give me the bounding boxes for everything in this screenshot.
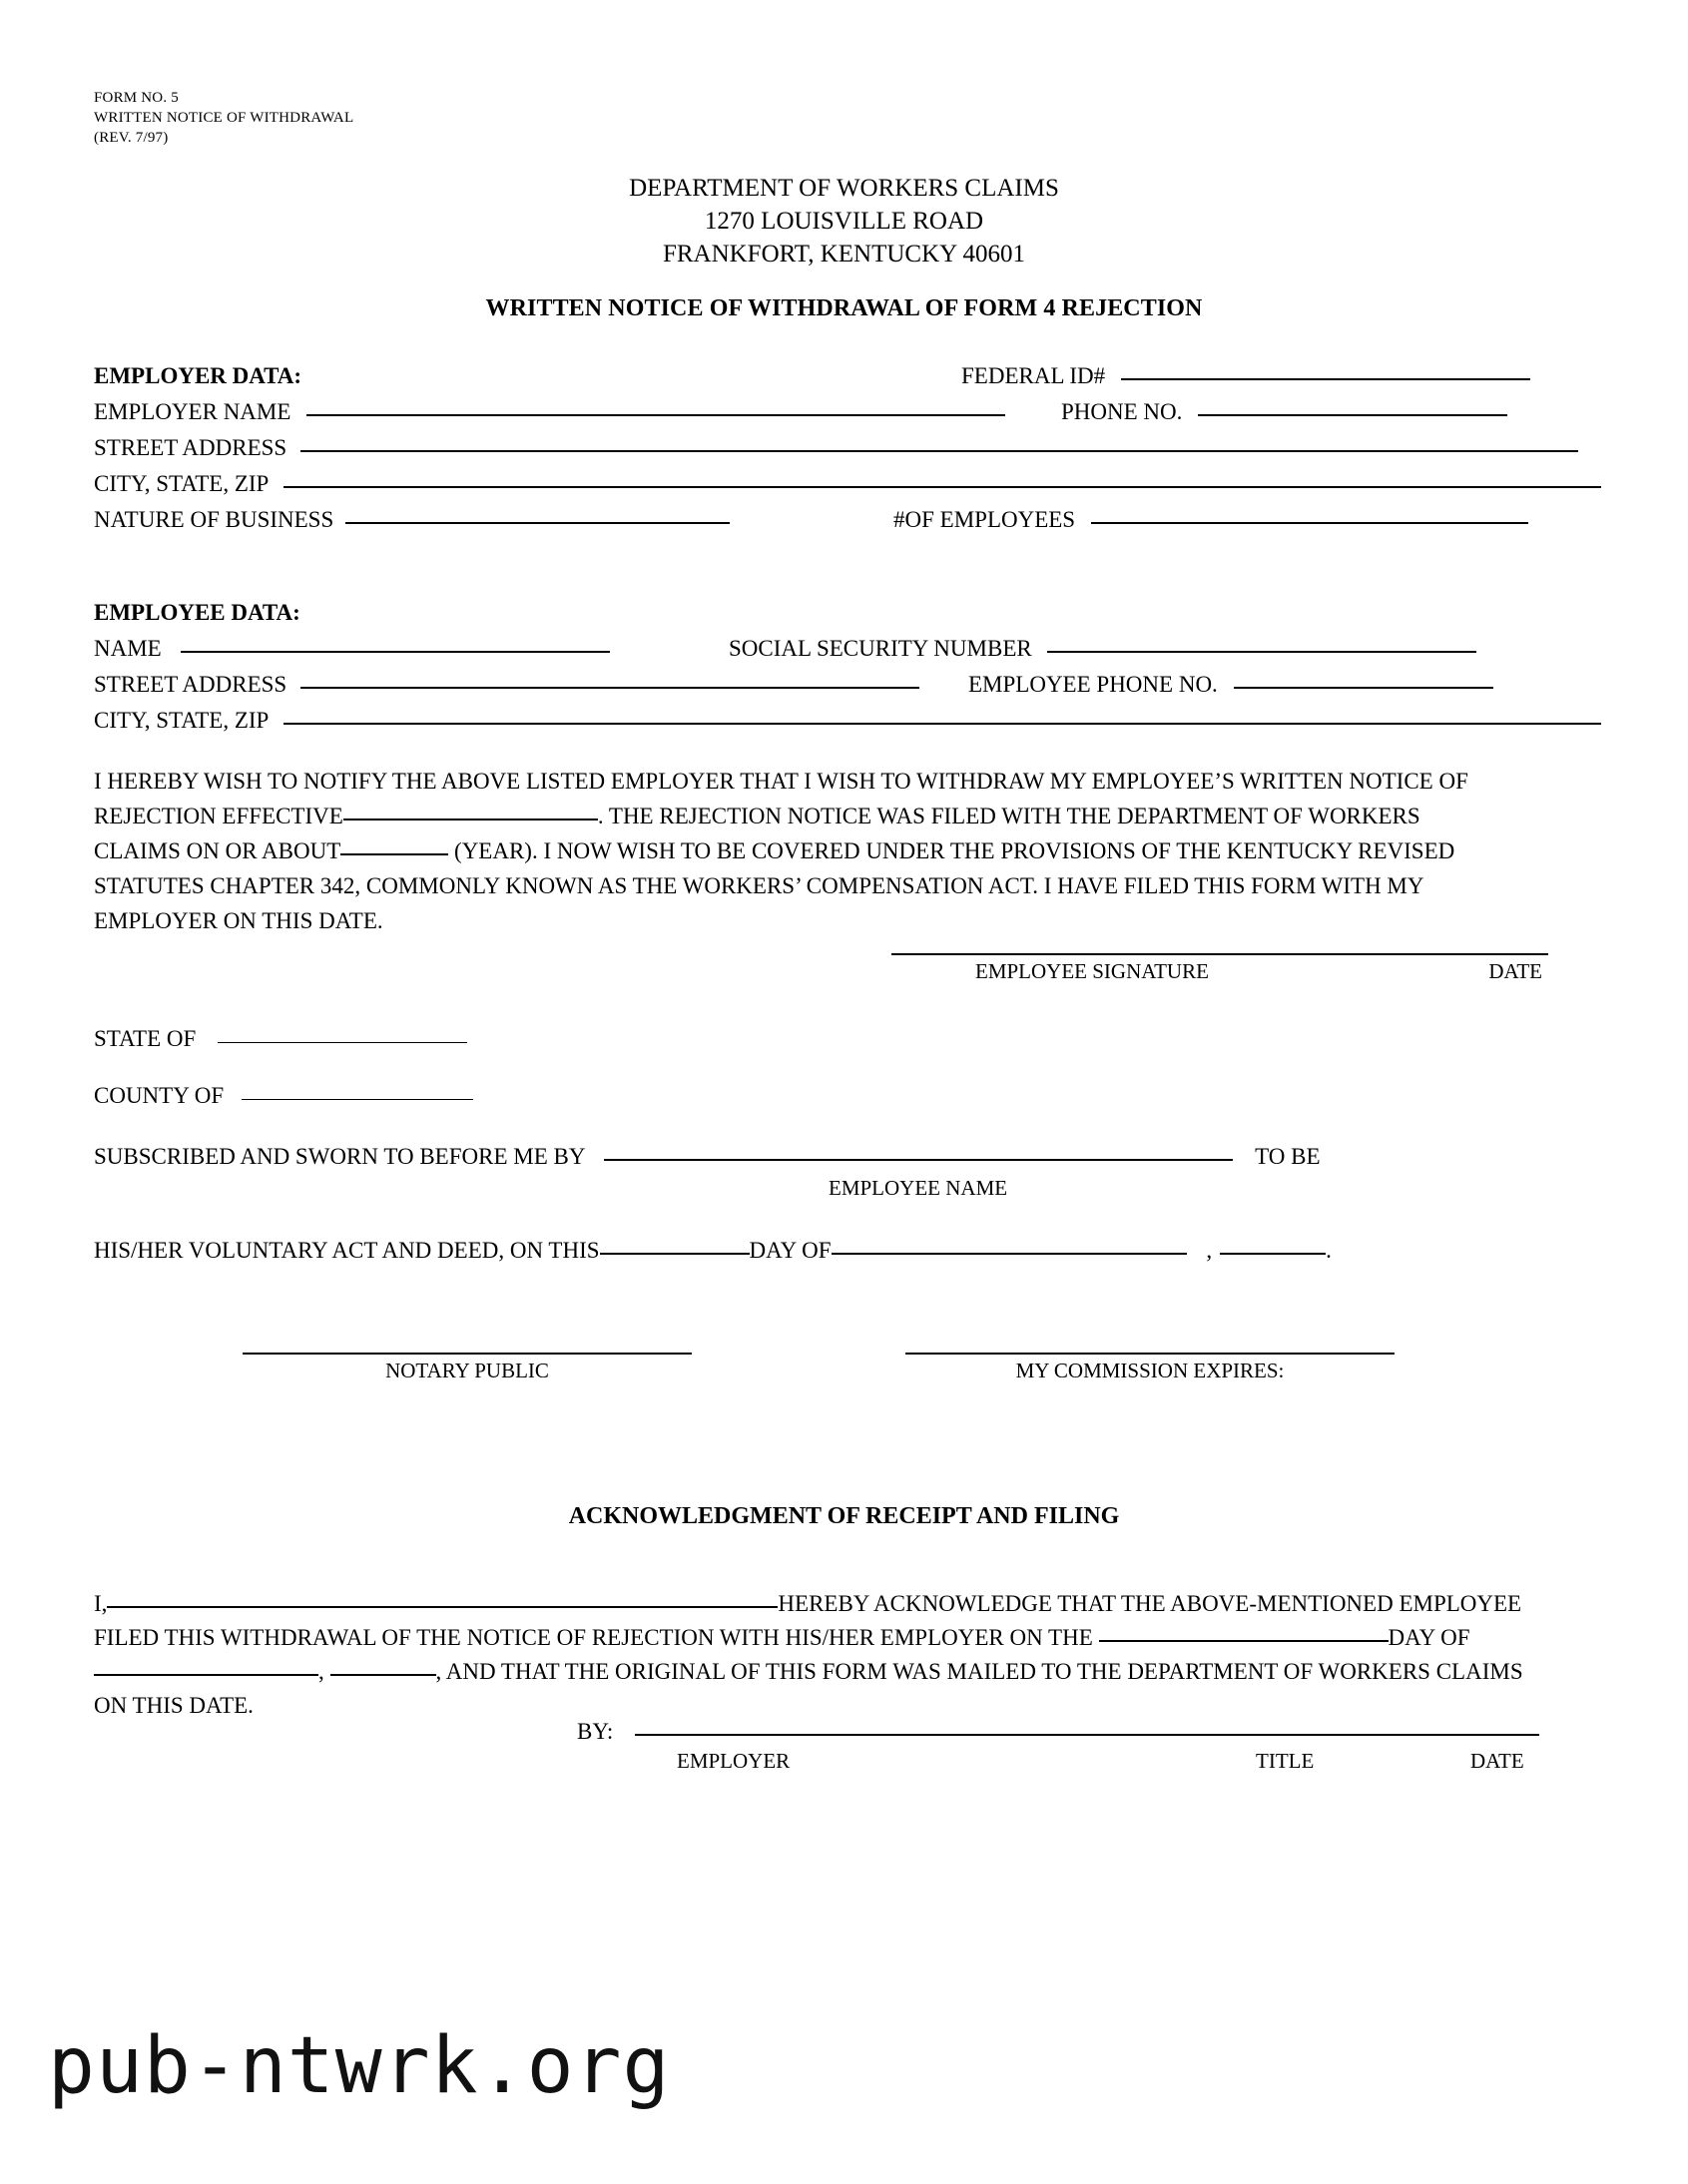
notary-public-line[interactable] [243,1353,692,1355]
employer-street-field[interactable] [300,450,1578,452]
form-number: FORM NO. 5 [94,90,179,106]
commission-expires-caption: MY COMMISSION EXPIRES: [1015,1359,1285,1382]
employer-caption: EMPLOYER [677,1749,791,1773]
voluntary-act-row [94,1238,1332,1264]
num-employees-row [893,507,1528,533]
employer-phone-field[interactable] [1198,414,1507,416]
employee-city-row [94,708,1601,734]
date-caption: DATE [1470,1749,1524,1773]
employee-street-field[interactable] [300,687,919,689]
statement-line-1: I HEREBY WISH TO NOTIFY THE ABOVE LISTED EMPLOYER THAT I WISH TO WITHDRAW MY EMPLOYEE’S WRITTEN NOTICE OF [94,769,1468,794]
num-employees-label: #OF EMPLOYEES [893,507,1076,532]
employer-phone-label: PHONE NO. [1061,399,1183,424]
employer-phone-row [1061,399,1507,425]
acknowledgment-heading: ACKNOWLEDGMENT OF RECEIPT AND FILING [568,1503,1120,1529]
employer-city-row [94,471,1601,497]
employee-ssn-field[interactable] [1047,651,1476,653]
federal-id-row [961,363,1530,389]
notary-day-field[interactable] [600,1253,750,1255]
state-of-label: STATE OF [94,1026,197,1051]
employee-name-caption: EMPLOYEE NAME [829,1176,1008,1200]
acknowledgment-line-1 [94,1587,1594,1621]
state-of-field[interactable] [218,1042,467,1043]
employee-signature-caption: EMPLOYEE SIGNATURE [975,959,1209,983]
nature-of-business-field[interactable] [345,522,730,524]
employee-city-field[interactable] [283,723,1601,725]
statement-line-4: STATUTES CHAPTER 342, COMMONLY KNOWN AS THE WORKERS’ COMPENSATION ACT. I HAVE FILED THIS FORM WITH MY [94,873,1424,898]
acknowledgment-line-1-suffix: HEREBY ACKNOWLEDGE THAT THE ABOVE-MENTIONED EMPLOYEE [778,1591,1522,1616]
federal-id-field[interactable] [1121,378,1530,380]
employee-phone-row [968,672,1493,698]
notary-period: . [1326,1238,1332,1263]
withdrawal-statement [94,764,1594,938]
to-be-label: TO BE [1255,1144,1321,1169]
federal-id-label: FEDERAL ID# [961,363,1106,388]
rejection-effective-date-field[interactable] [343,819,598,820]
employer-street-label: STREET ADDRESS [94,435,287,460]
acknowledgment-i-label: I, [94,1591,108,1616]
statement-line-3 [94,833,1594,868]
nature-of-business-label: NATURE OF BUSINESS [94,507,334,532]
voluntary-act-label: HIS/HER VOLUNTARY ACT AND DEED, ON THIS [94,1238,600,1263]
state-of-row [94,1026,467,1052]
agency-header [0,172,1688,271]
employee-phone-label: EMPLOYEE PHONE NO. [968,672,1218,697]
notary-year-field[interactable] [1220,1253,1326,1255]
acknowledgment-line-3-suffix: , AND THAT THE ORIGINAL OF THIS FORM WAS MAILED TO THE DEPARTMENT OF WORKERS CLAIMS [435,1659,1523,1684]
acknowledgment-line-4: ON THIS DATE. [94,1693,254,1718]
statement-line-3-suffix: (YEAR). I NOW WISH TO BE COVERED UNDER THE PROVISIONS OF THE KENTUCKY REVISED [454,838,1455,863]
site-watermark: pub-ntwrk.org [48,2021,671,2111]
employee-signature-block [891,953,1548,985]
acknowledgment-month-field[interactable] [94,1674,318,1676]
county-of-label: COUNTY OF [94,1083,225,1108]
statement-line-5: EMPLOYER ON THIS DATE. [94,908,383,933]
form-revision: (REV. 7/97) [94,130,169,146]
by-label: BY: [577,1719,614,1744]
nature-of-business-row [94,507,730,533]
employer-data-heading: EMPLOYER DATA: [94,363,302,388]
county-of-field[interactable] [242,1099,473,1100]
statement-line-2-prefix: REJECTION EFFECTIVE [94,804,343,828]
subscribed-sworn-label: SUBSCRIBED AND SWORN TO BEFORE ME BY [94,1144,585,1169]
rejection-filed-year-field[interactable] [340,853,448,855]
county-of-row [94,1083,473,1109]
day-of-label: DAY OF [749,1238,832,1263]
employer-signature-field[interactable] [635,1734,1539,1736]
signature-date-caption: DATE [1488,959,1542,983]
form-identifier-block [94,88,353,148]
employee-name-row [94,636,610,662]
employer-name-row [94,399,1005,425]
subscribed-employee-name-field[interactable] [604,1159,1233,1161]
acknowledgment-year-field[interactable] [330,1674,436,1676]
document-title: WRITTEN NOTICE OF WITHDRAWAL OF FORM 4 REJECTION [485,295,1203,321]
notary-comma: , [1206,1238,1213,1263]
employee-name-label: NAME [94,636,162,661]
employee-data-heading: EMPLOYEE DATA: [94,600,300,625]
commission-expires-line[interactable] [905,1353,1395,1355]
acknowledgment-statement [94,1587,1594,1723]
notary-public-block [243,1353,692,1383]
employee-ssn-label: SOCIAL SECURITY NUMBER [729,636,1032,661]
agency-street: 1270 LOUISVILLE ROAD [704,208,984,235]
form-name: WRITTEN NOTICE OF WITHDRAWAL [94,110,354,126]
acknowledgment-line-2-prefix: FILED THIS WITHDRAWAL OF THE NOTICE OF REJECTION WITH HIS/HER EMPLOYER ON THE [94,1625,1093,1650]
employer-city-field[interactable] [283,486,1601,488]
employee-street-label: STREET ADDRESS [94,672,287,697]
statement-line-2 [94,799,1594,833]
statement-line-2-suffix: . THE REJECTION NOTICE WAS FILED WITH THE DEPARTMENT OF WORKERS [597,804,1420,828]
employer-signature-captions [577,1749,1585,1777]
employee-city-label: CITY, STATE, ZIP [94,708,269,733]
acknowledgment-comma-1: , [318,1659,324,1684]
employer-name-label: EMPLOYER NAME [94,399,291,424]
employer-street-row [94,435,1578,461]
employee-ssn-row [729,636,1476,662]
employee-street-row [94,672,919,698]
acknowledgment-day-field[interactable] [1099,1640,1389,1642]
statement-line-3-prefix: CLAIMS ON OR ABOUT [94,838,341,863]
acknowledgment-line-2 [94,1621,1594,1655]
notary-public-caption: NOTARY PUBLIC [385,1359,549,1382]
commission-expires-block [905,1353,1395,1383]
employer-city-label: CITY, STATE, ZIP [94,471,269,496]
employer-name-field[interactable] [306,414,1005,416]
agency-name: DEPARTMENT OF WORKERS CLAIMS [629,175,1059,202]
by-row [577,1719,1539,1745]
acknowledgment-line-3 [94,1655,1594,1689]
employee-phone-field[interactable] [1234,687,1493,689]
employee-signature-line[interactable] [891,953,1548,955]
acknowledgment-name-field[interactable] [107,1606,778,1608]
acknowledgment-line-2-suffix: DAY OF [1388,1625,1470,1650]
notary-month-field[interactable] [832,1253,1187,1255]
num-employees-field[interactable] [1091,522,1528,524]
title-caption: TITLE [1256,1749,1315,1773]
agency-city-state-zip: FRANKFORT, KENTUCKY 40601 [662,241,1026,268]
subscribed-sworn-row [94,1144,1321,1170]
employee-name-field[interactable] [181,651,610,653]
